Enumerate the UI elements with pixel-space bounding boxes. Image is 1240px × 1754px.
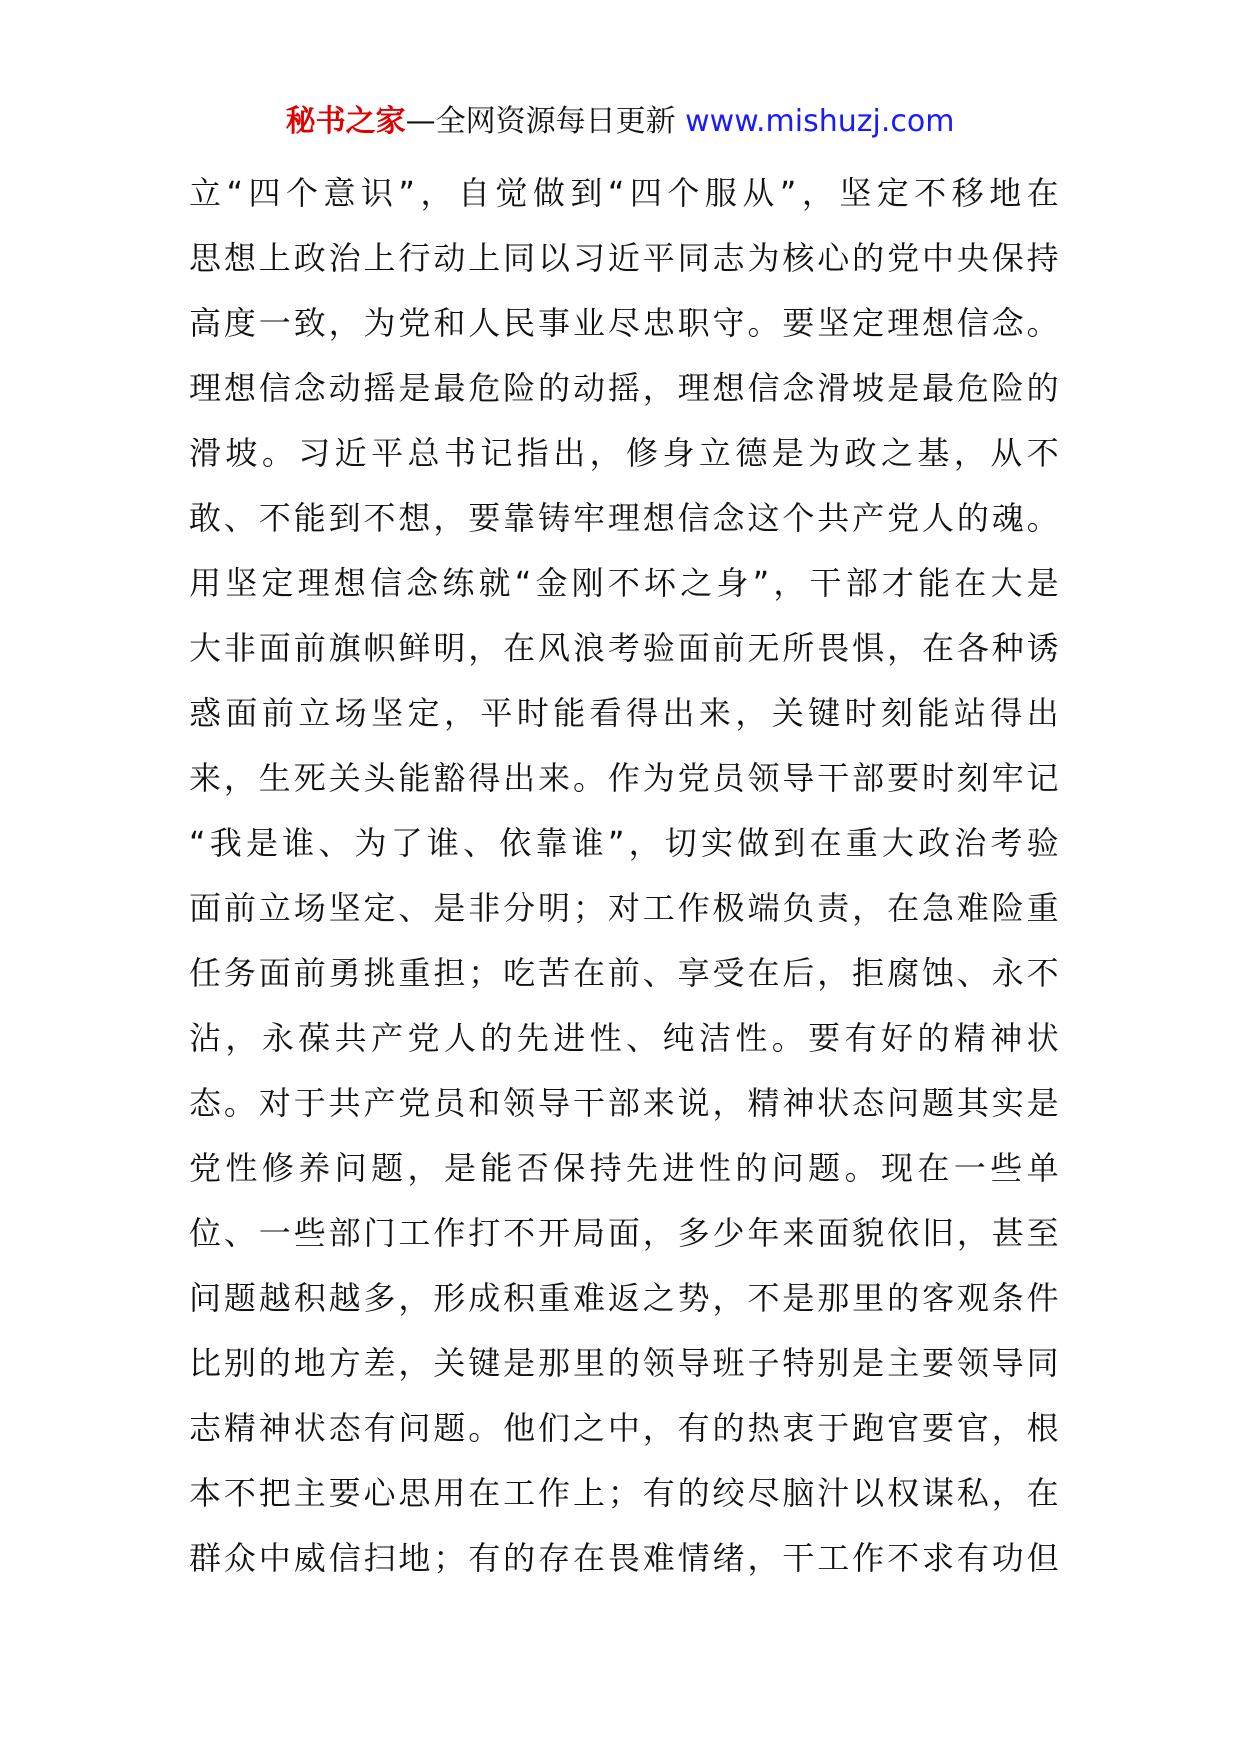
text-line: 党性修养问题，是能否保持先进性的问题。现在一些单 [189, 1149, 1059, 1187]
document-body [189, 161, 1059, 1591]
text-line: 比别的地方差，关键是那里的领导班子特别是主要领导同 [189, 1344, 1059, 1382]
brand-name: 秘书之家 [285, 104, 406, 139]
text-line: 高度一致，为党和人民事业尽忠职守。要坚定理想信念。 [189, 304, 1059, 342]
text-line: 态。对于共产党员和领导干部来说，精神状态问题其实是 [189, 1084, 1059, 1122]
text-line: 本不把主要心思用在工作上；有的绞尽脑汁以权谋私，在 [189, 1474, 1059, 1512]
site-url-link[interactable]: www.mishuzj.com [685, 104, 955, 139]
text-line: 志精神状态有问题。他们之中，有的热衷于跑官要官，根 [189, 1409, 1059, 1447]
text-line: 思想上政治上行动上同以习近平同志为核心的党中央保持 [189, 239, 1059, 277]
text-line: “我是谁、为了谁、依靠谁”，切实做到在重大政治考验 [189, 824, 1059, 862]
text-line: 惑面前立场坚定，平时能看得出来，关键时刻能站得出 [189, 694, 1059, 732]
text-line: 理想信念动摇是最危险的动摇，理想信念滑坡是最危险的 [189, 369, 1059, 407]
text-line: 敢、不能到不想，要靠铸牢理想信念这个共产党人的魂。 [189, 499, 1059, 537]
text-line: 群众中威信扫地；有的存在畏难情绪，干工作不求有功但 [189, 1539, 1059, 1577]
header-tagline: —全网资源每日更新 [405, 104, 686, 139]
text-line: 面前立场坚定、是非分明；对工作极端负责，在急难险重 [189, 889, 1059, 927]
text-line: 任务面前勇挑重担；吃苦在前、享受在后，拒腐蚀、永不 [189, 954, 1059, 992]
text-line: 来，生死关头能豁得出来。作为党员领导干部要时刻牢记 [189, 759, 1059, 797]
text-line: 立“四个意识”，自觉做到“四个服从”，坚定不移地在 [189, 174, 1059, 212]
page-header [0, 102, 1240, 142]
text-line: 滑坡。习近平总书记指出，修身立德是为政之基，从不 [189, 434, 1059, 472]
text-line: 沾，永葆共产党人的先进性、纯洁性。要有好的精神状 [189, 1019, 1059, 1057]
text-line: 位、一些部门工作打不开局面，多少年来面貌依旧，甚至 [189, 1214, 1059, 1252]
text-line: 大非面前旗帜鲜明，在风浪考验面前无所畏惧，在各种诱 [189, 629, 1059, 667]
text-line: 问题越积越多，形成积重难返之势，不是那里的客观条件 [189, 1279, 1059, 1317]
text-line: 用坚定理想信念练就“金刚不坏之身”，干部才能在大是 [189, 564, 1059, 602]
